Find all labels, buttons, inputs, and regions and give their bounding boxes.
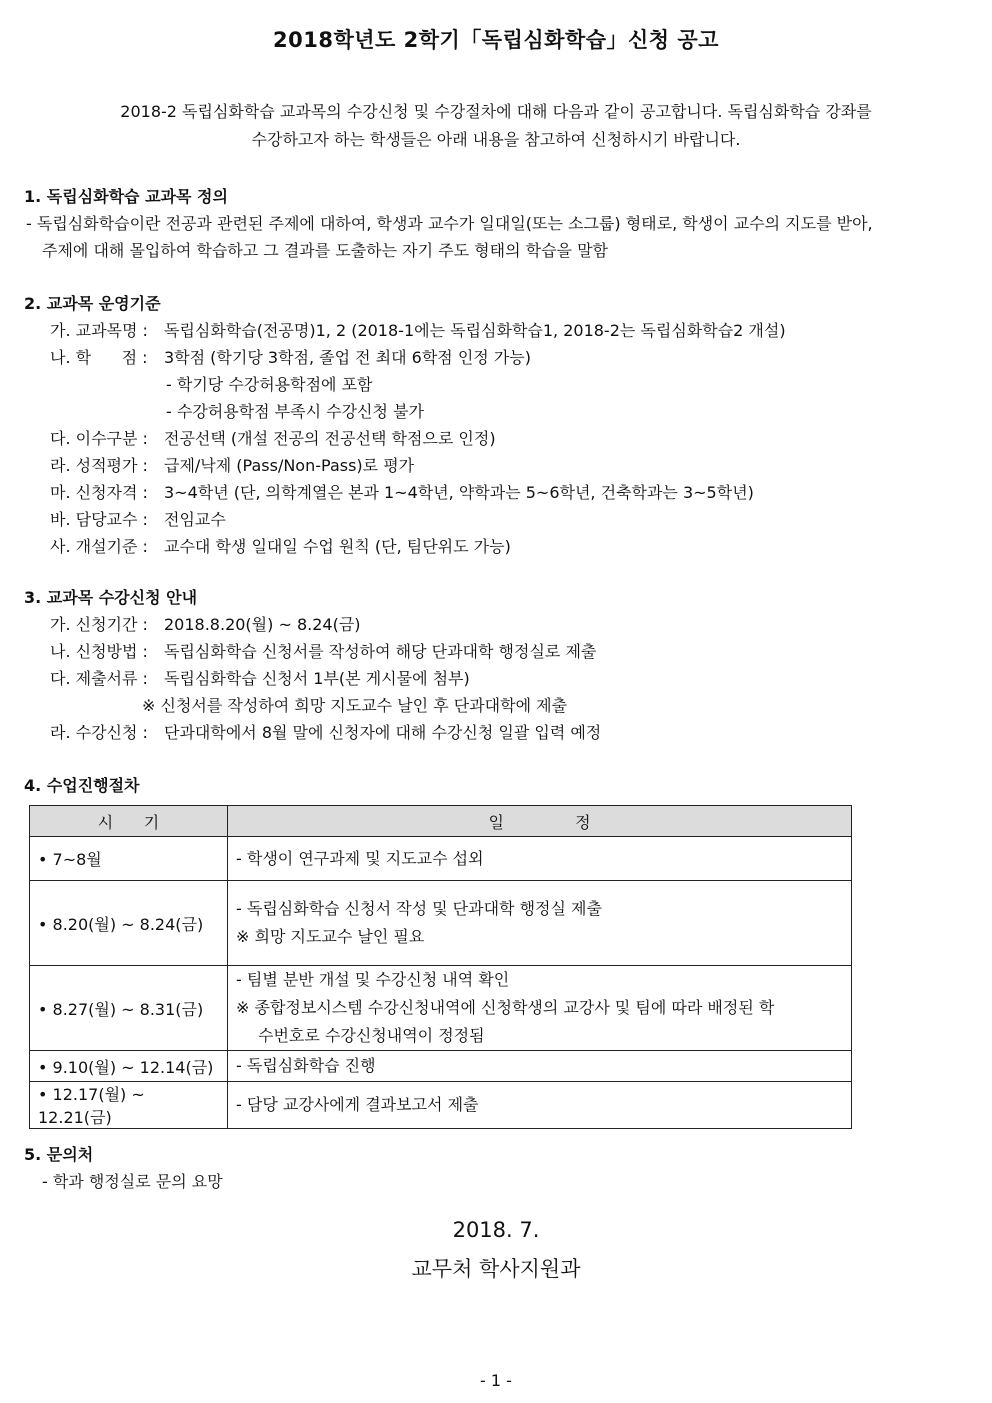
section2-item — [50, 480, 754, 503]
schedule-line: - 담당 교강사에게 결과보고서 제출 — [236, 1095, 479, 1114]
item-text: 단과대학에서 8월 말에 신청자에 대해 수강신청 일괄 입력 예정 — [164, 723, 602, 742]
item-text: 전임교수 — [164, 510, 226, 529]
section3-item — [50, 639, 596, 662]
intro-line-2: 수강하고자 하는 학생들은 아래 내용을 참고하여 신청하시기 바랍니다. — [251, 130, 741, 149]
table-row — [30, 837, 852, 881]
item-label: 다. 제출서류 : — [50, 669, 148, 688]
issuing-office: 교무처 학사지원과 — [411, 1257, 581, 1281]
time-cell: • 7~8월 — [30, 837, 228, 881]
section2-subitem: - 학기당 수강허용학점에 포함 — [166, 375, 373, 394]
section2-item — [50, 426, 496, 449]
table-row — [30, 881, 852, 966]
section5-heading: 5. 문의처 — [24, 1145, 94, 1164]
item-text: 급제/낙제 (Pass/Non-Pass)로 평가 — [164, 456, 415, 475]
section2-heading: 2. 교과목 운영기준 — [24, 294, 161, 313]
item-text: 교수대 학생 일대일 수업 원칙 (단, 팀단위도 가능) — [164, 537, 511, 556]
column-header-time: 시 기 — [30, 806, 228, 837]
item-label: 나. 신청방법 : — [50, 642, 148, 661]
table-row — [30, 1082, 852, 1129]
item-text: 3~4학년 (단, 의학계열은 본과 1~4학년, 약학과는 5~6학년, 건축학과는 3~5학년) — [164, 483, 754, 502]
intro-line-1: 2018-2 독립심화학습 교과목의 수강신청 및 수강절차에 대해 다음과 같이 공고합니다. 독립심화학습 강좌를 — [120, 102, 872, 121]
section3-note: ※ 신청서를 작성하여 희망 지도교수 날인 후 단과대학에 제출 — [142, 696, 568, 715]
section3-item — [50, 666, 470, 689]
schedule-cell — [228, 966, 852, 1051]
schedule-cell — [228, 837, 852, 881]
table-header-row — [30, 806, 852, 837]
section2-item — [50, 345, 531, 368]
section1-line-1: - 독립심화학습이란 전공과 관련된 주제에 대하여, 학생과 교수가 일대일(또는 소그룹) 형태로, 학생이 교수의 지도를 받아, — [26, 214, 873, 233]
table-row — [30, 966, 852, 1051]
intro-paragraph — [30, 98, 962, 154]
page-number: - 1 - — [480, 1371, 512, 1390]
time-cell: • 9.10(월) ~ 12.14(금) — [30, 1051, 228, 1082]
schedule-line: 수번호로 수강신청내역이 정정됨 — [258, 1026, 485, 1045]
item-label: 가. 교과목명 : — [50, 321, 148, 340]
schedule-line: ※ 종합정보시스템 수강신청내역에 신청학생의 교강사 및 팀에 따라 배정된 학 — [236, 998, 775, 1017]
item-label: 나. 학 점 : — [50, 348, 148, 367]
section1-heading: 1. 독립심화학습 교과목 정의 — [24, 187, 228, 206]
section3-item — [50, 720, 601, 743]
procedure-table — [29, 805, 852, 1129]
section1-line-2: 주제에 대해 몰입하여 학습하고 그 결과를 도출하는 자기 주도 형태의 학습을 말함 — [42, 241, 608, 260]
item-text: 2018.8.20(월) ~ 8.24(금) — [164, 615, 361, 634]
schedule-line: - 독립심화학습 신청서 작성 및 단과대학 행정실 제출 — [236, 899, 602, 918]
item-label: 마. 신청자격 : — [50, 483, 148, 502]
item-label: 다. 이수구분 : — [50, 429, 148, 448]
item-text: 3학점 (학기당 3학점, 졸업 전 최대 6학점 인정 가능) — [164, 348, 532, 367]
schedule-line: - 독립심화학습 진행 — [236, 1056, 376, 1075]
schedule-line: ※ 희망 지도교수 날인 필요 — [236, 927, 425, 946]
schedule-line: - 팀별 분반 개설 및 수강신청 내역 확인 — [236, 970, 510, 989]
item-text: 독립심화학습(전공명)1, 2 (2018-1에는 독립심화학습1, 2018-2는 독립심화학습2 개설) — [164, 321, 786, 340]
item-label: 라. 수강신청 : — [50, 723, 148, 742]
item-label: 사. 개설기준 : — [50, 537, 148, 556]
issue-date: 2018. 7. — [452, 1218, 540, 1242]
schedule-cell — [228, 1082, 852, 1129]
item-text: 독립심화학습 신청서 1부(본 게시물에 첨부) — [164, 669, 470, 688]
item-label: 바. 담당교수 : — [50, 510, 148, 529]
section2-item — [50, 534, 511, 557]
column-header-schedule: 일 정 — [228, 806, 852, 837]
time-cell: • 12.17(월) ~ 12.21(금) — [30, 1082, 228, 1129]
section2-subitem: - 수강허용학점 부족시 수강신청 불가 — [166, 402, 424, 421]
item-text: 독립심화학습 신청서를 작성하여 해당 단과대학 행정실로 제출 — [164, 642, 597, 661]
schedule-cell — [228, 881, 852, 966]
time-cell: • 8.20(월) ~ 8.24(금) — [30, 881, 228, 966]
section3-item — [50, 612, 361, 635]
item-label: 라. 성적평가 : — [50, 456, 148, 475]
section2-item — [50, 318, 786, 341]
section2-item — [50, 453, 414, 476]
document-title: 2018학년도 2학기「독립심화학습」신청 공고 — [273, 28, 719, 52]
section2-item — [50, 507, 226, 530]
item-text: 전공선택 (개설 전공의 전공선택 학점으로 인정) — [164, 429, 496, 448]
section4-heading: 4. 수업진행절차 — [24, 776, 140, 795]
schedule-cell — [228, 1051, 852, 1082]
schedule-line: - 학생이 연구과제 및 지도교수 섭외 — [236, 848, 484, 868]
table-row — [30, 1051, 852, 1082]
section3-heading: 3. 교과목 수강신청 안내 — [24, 588, 198, 607]
item-label: 가. 신청기간 : — [50, 615, 148, 634]
time-cell: • 8.27(월) ~ 8.31(금) — [30, 966, 228, 1051]
section5-line: - 학과 행정실로 문의 요망 — [42, 1172, 223, 1191]
